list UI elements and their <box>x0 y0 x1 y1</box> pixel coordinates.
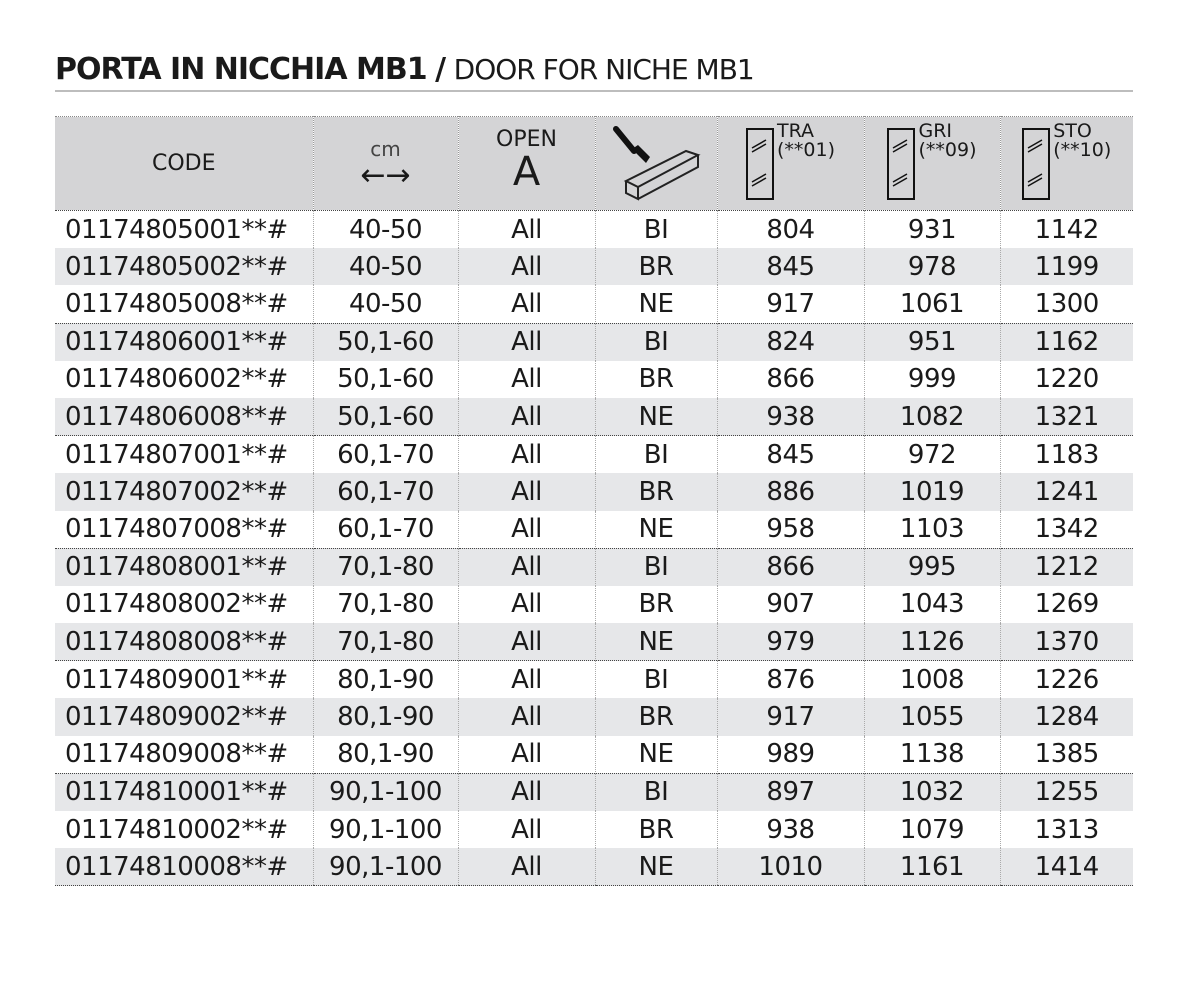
cell-sto: 1162 <box>1000 323 1133 361</box>
table-body <box>55 211 1133 886</box>
cell-tra: 876 <box>717 661 864 699</box>
table-row <box>55 698 1133 735</box>
header-size-unit: cm <box>370 136 401 161</box>
header-open-symbol: A <box>512 149 541 195</box>
cell-tra: 866 <box>717 361 864 398</box>
cell-sto: 1284 <box>1000 698 1133 735</box>
cell-size: 80,1-90 <box>313 698 458 735</box>
header-sto-label: STO <box>1053 119 1092 142</box>
cell-finish: NE <box>595 398 717 436</box>
cell-open: All <box>458 473 595 510</box>
cell-size: 80,1-90 <box>313 661 458 699</box>
cell-code: 01174810008**# <box>55 848 313 886</box>
cell-finish: BI <box>595 323 717 361</box>
cell-finish: NE <box>595 736 717 774</box>
cell-tra: 907 <box>717 586 864 623</box>
header-open <box>458 117 595 211</box>
table-row <box>55 736 1133 774</box>
cell-open: All <box>458 285 595 323</box>
header-code: CODE <box>55 117 313 211</box>
header-gri-label: GRI <box>918 119 953 142</box>
glass-panel-icon <box>1022 128 1050 200</box>
cell-finish: NE <box>595 623 717 661</box>
table-row <box>55 436 1133 474</box>
cell-code: 01174805001**# <box>55 211 313 249</box>
cell-sto: 1300 <box>1000 285 1133 323</box>
cell-tra: 824 <box>717 323 864 361</box>
cell-size: 90,1-100 <box>313 848 458 886</box>
table-row <box>55 811 1133 848</box>
cell-finish: BR <box>595 586 717 623</box>
cell-finish: BR <box>595 473 717 510</box>
cell-size: 90,1-100 <box>313 811 458 848</box>
cell-open: All <box>458 436 595 474</box>
cell-sto: 1342 <box>1000 511 1133 549</box>
header-row <box>55 117 1133 211</box>
cell-tra: 804 <box>717 211 864 249</box>
cell-tra: 989 <box>717 736 864 774</box>
cell-tra: 917 <box>717 698 864 735</box>
cell-tra: 979 <box>717 623 864 661</box>
cell-gri: 1032 <box>864 773 1000 811</box>
cell-code: 01174808008**# <box>65 626 288 657</box>
cell-size: 60,1-70 <box>313 473 458 510</box>
paintbrush-profile-icon <box>606 121 706 201</box>
cell-size: 60,1-70 <box>313 511 458 549</box>
table-row <box>55 848 1133 886</box>
cell-open: All <box>458 736 595 774</box>
price-table <box>55 116 1133 886</box>
cell-gri: 1103 <box>864 511 1000 549</box>
cell-finish: NE <box>595 511 717 549</box>
cell-finish: BR <box>595 248 717 285</box>
cell-code: 01174806002**# <box>65 364 288 395</box>
cell-open: All <box>458 698 595 735</box>
table-row <box>55 398 1133 436</box>
cell-open: All <box>458 248 595 285</box>
cell-tra: 958 <box>717 511 864 549</box>
cell-size: 70,1-80 <box>313 586 458 623</box>
table-row <box>55 661 1133 699</box>
cell-finish: NE <box>595 848 717 886</box>
cell-sto: 1269 <box>1000 586 1133 623</box>
cell-gri: 995 <box>864 548 1000 586</box>
cell-gri: 978 <box>864 248 1000 285</box>
cell-sto: 1142 <box>1000 211 1133 249</box>
cell-sto: 1226 <box>1000 661 1133 699</box>
cell-size: 50,1-60 <box>313 323 458 361</box>
cell-finish: BR <box>595 361 717 398</box>
cell-gri: 1019 <box>864 473 1000 510</box>
header-size <box>313 117 458 211</box>
cell-gri: 999 <box>864 361 1000 398</box>
cell-tra: 897 <box>717 773 864 811</box>
cell-gri: 1082 <box>864 398 1000 436</box>
cell-gri: 972 <box>864 436 1000 474</box>
cell-open: All <box>458 511 595 549</box>
cell-size: 80,1-90 <box>313 736 458 774</box>
cell-code: 01174810001**# <box>55 773 313 811</box>
cell-code: 01174808002**# <box>65 589 288 620</box>
cell-open: All <box>458 398 595 436</box>
header-gri-code: (**09) <box>918 138 977 161</box>
cell-open: All <box>458 211 595 249</box>
cell-tra: 886 <box>717 473 864 510</box>
title-italian: PORTA IN NICCHIA MB1 <box>55 52 427 87</box>
cell-sto: 1212 <box>1000 548 1133 586</box>
cell-finish: BI <box>595 548 717 586</box>
cell-tra: 845 <box>717 248 864 285</box>
header-tra-code: (**01) <box>776 138 835 161</box>
cell-tra: 938 <box>717 398 864 436</box>
cell-gri: 1008 <box>864 661 1000 699</box>
cell-gri: 1043 <box>864 586 1000 623</box>
cell-finish: BI <box>595 436 717 474</box>
table-row <box>55 361 1133 398</box>
cell-gri: 1055 <box>864 698 1000 735</box>
cell-sto: 1321 <box>1000 398 1133 436</box>
page-title <box>55 52 754 87</box>
cell-finish: NE <box>595 285 717 323</box>
cell-code: 01174805002**# <box>65 251 288 282</box>
cell-sto: 1313 <box>1000 811 1133 848</box>
cell-code: 01174807002**# <box>65 476 288 507</box>
table-row <box>55 511 1133 549</box>
cell-sto: 1241 <box>1000 473 1133 510</box>
cell-size: 90,1-100 <box>313 773 458 811</box>
table-row <box>55 623 1133 661</box>
cell-sto: 1414 <box>1000 848 1133 886</box>
cell-open: All <box>458 361 595 398</box>
cell-tra: 845 <box>717 436 864 474</box>
header-open-label: OPEN <box>496 127 557 152</box>
cell-gri: 1061 <box>864 285 1000 323</box>
cell-open: All <box>458 773 595 811</box>
cell-size: 70,1-80 <box>313 623 458 661</box>
header-tra-label: TRA <box>776 119 815 142</box>
cell-size: 40-50 <box>313 248 458 285</box>
cell-code: 01174810002**# <box>65 814 288 845</box>
cell-code: 01174809001**# <box>55 661 313 699</box>
cell-gri: 1138 <box>864 736 1000 774</box>
cell-open: All <box>458 848 595 886</box>
width-arrows-icon: ←→ <box>360 157 411 193</box>
table-row <box>55 211 1133 249</box>
cell-code: 01174807008**# <box>65 514 288 545</box>
cell-finish: BI <box>595 661 717 699</box>
cell-code: 01174806008**# <box>65 401 288 432</box>
cell-gri: 951 <box>864 323 1000 361</box>
cell-gri: 1126 <box>864 623 1000 661</box>
cell-sto: 1183 <box>1000 436 1133 474</box>
cell-code: 01174809002**# <box>65 702 288 733</box>
cell-size: 40-50 <box>313 285 458 323</box>
table-row <box>55 248 1133 285</box>
cell-size: 40-50 <box>313 211 458 249</box>
cell-code: 01174808001**# <box>55 548 313 586</box>
cell-tra: 1010 <box>717 848 864 886</box>
cell-size: 50,1-60 <box>313 398 458 436</box>
header-sto <box>1000 117 1133 211</box>
table-row <box>55 548 1133 586</box>
table-row <box>55 773 1133 811</box>
cell-code: 01174809008**# <box>65 739 288 770</box>
cell-code: 01174807001**# <box>55 436 313 474</box>
cell-open: All <box>458 548 595 586</box>
cell-size: 70,1-80 <box>313 548 458 586</box>
cell-size: 60,1-70 <box>313 436 458 474</box>
cell-size: 50,1-60 <box>313 361 458 398</box>
header-sto-code: (**10) <box>1053 138 1112 161</box>
table-row <box>55 285 1133 323</box>
cell-sto: 1220 <box>1000 361 1133 398</box>
cell-open: All <box>458 623 595 661</box>
cell-gri: 931 <box>864 211 1000 249</box>
cell-finish: BR <box>595 811 717 848</box>
header-finish <box>595 117 717 211</box>
header-tra <box>717 117 864 211</box>
cell-gri: 1161 <box>864 848 1000 886</box>
cell-finish: BI <box>595 211 717 249</box>
title-english: DOOR FOR NICHE MB1 <box>453 53 754 86</box>
cell-open: All <box>458 661 595 699</box>
cell-open: All <box>458 586 595 623</box>
cell-open: All <box>458 323 595 361</box>
table-row <box>55 323 1133 361</box>
cell-sto: 1199 <box>1000 248 1133 285</box>
title-separator: / <box>435 52 446 87</box>
cell-code: 01174806001**# <box>55 323 313 361</box>
cell-tra: 866 <box>717 548 864 586</box>
glass-panel-icon <box>887 128 915 200</box>
cell-code: 01174805008**# <box>65 288 288 319</box>
cell-tra: 938 <box>717 811 864 848</box>
header-gri <box>864 117 1000 211</box>
cell-gri: 1079 <box>864 811 1000 848</box>
cell-open: All <box>458 811 595 848</box>
cell-finish: BR <box>595 698 717 735</box>
cell-sto: 1385 <box>1000 736 1133 774</box>
cell-finish: BI <box>595 773 717 811</box>
table-row <box>55 473 1133 510</box>
glass-panel-icon <box>746 128 774 200</box>
table-row <box>55 586 1133 623</box>
title-rule <box>55 90 1133 92</box>
cell-tra: 917 <box>717 285 864 323</box>
cell-sto: 1255 <box>1000 773 1133 811</box>
cell-sto: 1370 <box>1000 623 1133 661</box>
